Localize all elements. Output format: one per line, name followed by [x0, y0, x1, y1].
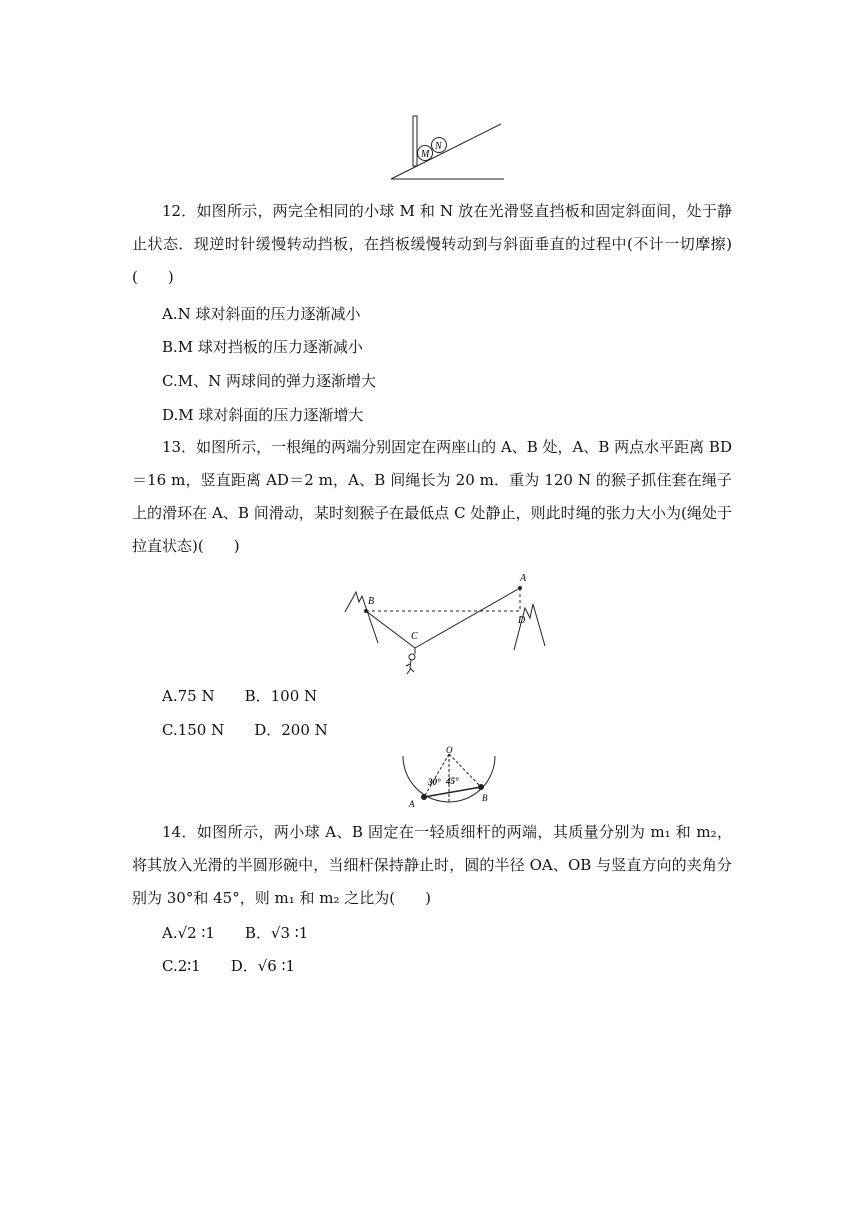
rope-ca — [415, 588, 520, 648]
label-b: B — [368, 596, 375, 607]
incline-line — [391, 124, 501, 179]
q12-option-d: D.M 球对斜面的压力逐渐增大 — [162, 406, 364, 424]
vertical-board — [413, 116, 417, 166]
ball-m-label: M — [421, 149, 430, 160]
angle-30-label: 30° — [428, 777, 441, 787]
rope-figure — [340, 568, 550, 678]
ball-b — [478, 784, 484, 790]
label-c: C — [411, 631, 418, 642]
monkey-icon — [406, 648, 415, 674]
bowl-figure — [395, 746, 505, 810]
question-12-text: 12．如图所示，两完全相同的小球 M 和 N 放在光滑竖直挡板和固定斜面间，处于静止状态．现逆时针缓慢转动挡板，在挡板缓慢转动到与斜面垂直的过程中(不计一切摩擦)( ) — [132, 202, 732, 286]
q12-option-b: B.M 球对挡板的压力逐渐减小 — [162, 338, 363, 356]
q12-option-a: A.N 球对斜面的压力逐渐减小 — [162, 305, 361, 323]
q12-option-c: C.M、N 两球间的弹力逐渐增大 — [162, 372, 376, 390]
q13-options-row-2: C.150 N D．200 N — [162, 721, 328, 739]
label-b: B — [482, 793, 488, 803]
label-a: A — [520, 573, 527, 584]
question-14-text: 14．如图所示，两小球 A、B 固定在一轻质细杆的两端，其质量分别为 m₁ 和 m₂，将其放入光滑的半圆形碗中，当细杆保持静止时，圆的半径 OA、OB 与竖直方向的夹角分别为 30°和 45°，则 m₁ 和 m₂ 之比为( ) — [132, 823, 732, 907]
ball-n-label: N — [435, 141, 442, 152]
question-13-text: 13．如图所示，一根绳的两端分别固定在两座山的 A、B 处，A、B 两点水平距离 BD＝16 m，竖直距离 AD＝2 m，A、B 间绳长为 20 m．重为 120 N 的猴子抓住套在绳子上的滑环在 A、B 间滑动，某时刻猴子在最低点 C 处静止，则此时绳的张力大小为(绳处于拉直状态)( ) — [132, 438, 732, 555]
label-d: D — [518, 615, 526, 626]
label-a: A — [409, 799, 415, 809]
angle-45-label: 45° — [446, 776, 459, 786]
point-b — [364, 609, 368, 613]
q14-options-row-2: C.2∶1 D．√6 ∶1 — [162, 957, 296, 975]
incline-figure — [388, 110, 506, 186]
point-a — [518, 586, 522, 590]
q14-options-row-1: A.√2 ∶1 B．√3 ∶1 — [162, 924, 309, 942]
ball-a — [421, 794, 427, 800]
q13-options-row-1: A.75 N B．100 N — [162, 687, 318, 705]
label-o: O — [446, 746, 453, 755]
